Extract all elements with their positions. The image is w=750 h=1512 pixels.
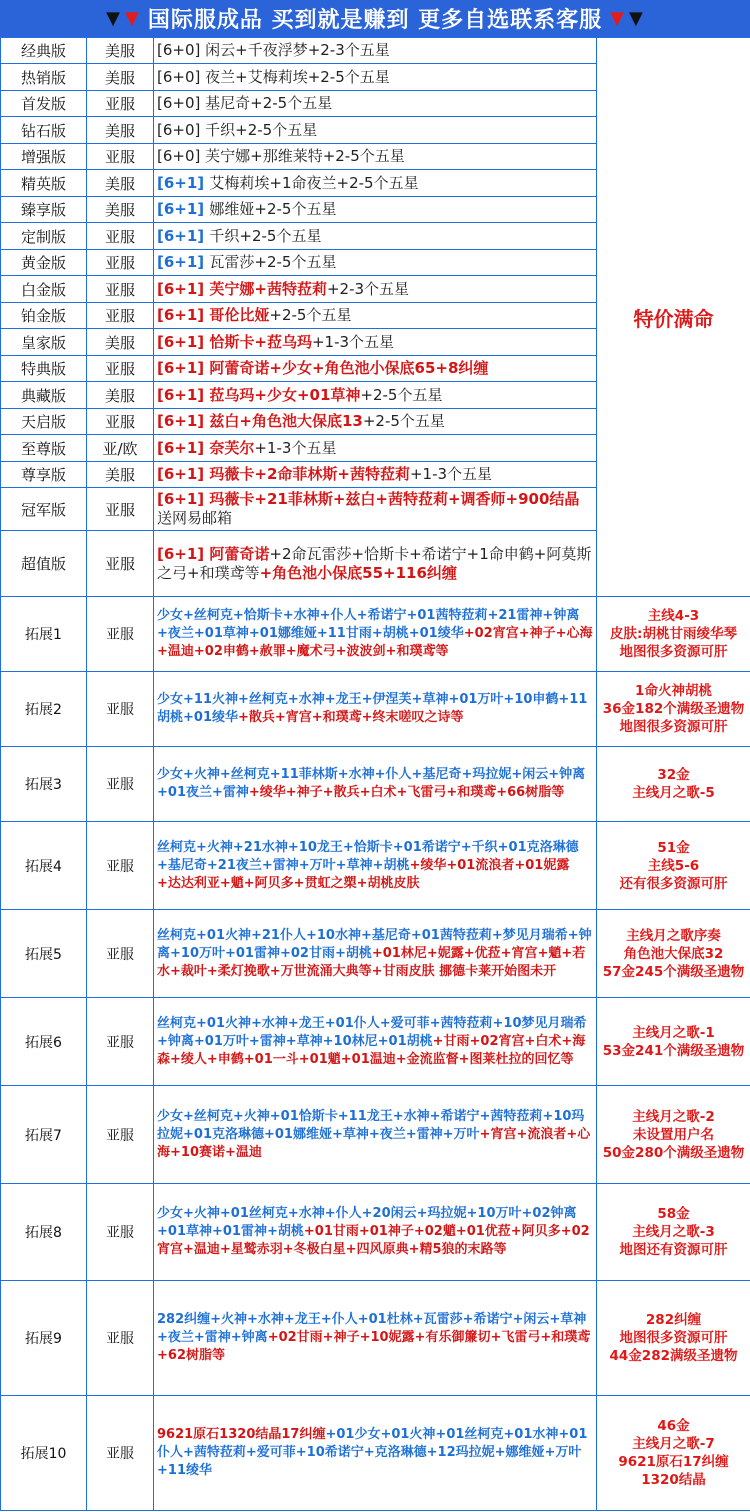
contents-characters: 少女+火神+丝柯克+11菲林斯+水神+仆人+基尼奇+玛拉妮+闲云+钟离+01夜兰+雷神 bbox=[157, 767, 586, 800]
note-line: 地图还有资源可肝 bbox=[619, 1242, 728, 1258]
extension-notes bbox=[597, 822, 750, 910]
server-region: 美服 bbox=[87, 64, 154, 91]
server-region: 亚服 bbox=[87, 672, 154, 747]
note-line: 地图很多资源可肝 bbox=[619, 644, 728, 660]
extension-row[interactable] bbox=[1, 1086, 750, 1184]
contents-extras: +01甘雨+01神子+02魈+01优菈+阿贝多+02宵宫+温迪+星鹫赤羽+冬极白星+四风原典+精5狼的末路等 bbox=[157, 1224, 590, 1257]
server-region: 美服 bbox=[87, 329, 154, 356]
contents-part: [6+0] 芙宁娜+那维莱特+2-5个五星 bbox=[157, 147, 405, 165]
contents-part: 娜维娅+2-5个五星 bbox=[209, 200, 337, 218]
contents-part: +1-3个五星 bbox=[254, 438, 337, 457]
contents-part: +2-5个五星 bbox=[360, 385, 443, 404]
edition-name: 黄金版 bbox=[1, 250, 87, 276]
contents-part: +角色池小保底55+116纠缠 bbox=[259, 563, 457, 582]
triangle-down-icon: ▼ bbox=[124, 8, 140, 29]
edition-name: 皇家版 bbox=[1, 329, 87, 356]
contents-characters: 282纠缠+火神+水神+龙王+仆人+01杜林+瓦雷莎+希诺宁+闲云+草神+夜兰+雷神+钟离 bbox=[157, 1312, 587, 1345]
server-region: 亚服 bbox=[87, 356, 154, 382]
extension-row[interactable] bbox=[1, 597, 750, 672]
extension-contents bbox=[154, 910, 597, 998]
contents-extras: +宵宫+流浪者+心海+10赛诺+温迪 bbox=[157, 1126, 591, 1160]
contents-part: [6+1] 玛薇卡+2命菲林斯+茜特菈莉 bbox=[157, 465, 410, 483]
extension-contents bbox=[154, 998, 597, 1086]
extension-notes bbox=[597, 672, 750, 747]
contents-part: +1-3个五星 bbox=[311, 332, 395, 351]
server-region: 亚服 bbox=[87, 1396, 154, 1511]
account-contents bbox=[154, 531, 597, 597]
edition-name: 至尊版 bbox=[1, 435, 87, 462]
server-region: 美服 bbox=[87, 197, 154, 223]
extension-name: 拓展3 bbox=[1, 747, 87, 822]
account-contents bbox=[154, 223, 597, 250]
contents-part: +2-5个五星 bbox=[362, 412, 445, 430]
server-region: 亚服 bbox=[87, 276, 154, 303]
extension-name: 拓展8 bbox=[1, 1184, 87, 1281]
note-line: 51金 bbox=[657, 839, 690, 856]
server-region: 亚服 bbox=[87, 250, 154, 276]
account-contents bbox=[154, 409, 597, 435]
contents-part: +2-3个五星 bbox=[326, 279, 410, 298]
contents-part: [6+1] 兹白+角色池大保底13 bbox=[157, 412, 363, 430]
extension-row[interactable] bbox=[1, 998, 750, 1086]
extension-row[interactable] bbox=[1, 822, 750, 910]
account-contents bbox=[154, 197, 597, 223]
server-region: 亚服 bbox=[87, 1184, 154, 1281]
edition-name: 天启版 bbox=[1, 409, 87, 435]
contents-part: [6+0] 千织+2-5个五星 bbox=[157, 120, 318, 139]
server-region: 美服 bbox=[87, 462, 154, 488]
contents-part: [6+1] 奈芙尔 bbox=[157, 438, 255, 457]
extension-notes bbox=[597, 910, 750, 998]
account-contents bbox=[154, 329, 597, 356]
note-line: 未设置用户名 bbox=[633, 1126, 714, 1143]
server-region: 美服 bbox=[87, 170, 154, 197]
contents-extras: +绫华+01流浪者+01妮露+达达利亚+魈+阿贝多+贯虹之槊+胡桃皮肤 bbox=[157, 857, 570, 891]
header-banner bbox=[0, 0, 750, 37]
edition-name: 冠军版 bbox=[1, 488, 87, 531]
note-line: 还有很多资源可肝 bbox=[619, 875, 728, 892]
extension-notes bbox=[597, 1396, 750, 1511]
extension-name: 拓展9 bbox=[1, 1281, 87, 1396]
edition-name: 热销版 bbox=[1, 64, 87, 91]
account-contents bbox=[154, 435, 597, 462]
note-line: 53金241个满级圣遗物 bbox=[602, 1042, 745, 1059]
note-line: 主线月之歌-7 bbox=[632, 1436, 715, 1452]
extension-name: 拓展1 bbox=[1, 597, 87, 672]
page-title: 国际服成品 买到就是赚到 更多自选联系客服 bbox=[147, 8, 603, 33]
server-region: 亚服 bbox=[87, 597, 154, 672]
extension-name: 拓展5 bbox=[1, 910, 87, 998]
note-line: 1命火神胡桃 bbox=[635, 683, 712, 699]
extension-name: 拓展6 bbox=[1, 998, 87, 1086]
server-region: 亚服 bbox=[87, 822, 154, 910]
contents-extras: +02宵宫+神子+心海+温迪+02申鹤+赦罪+魔术弓+波波剑+和璞鸢等 bbox=[157, 626, 593, 659]
note-line: 主线月之歌-5 bbox=[632, 785, 715, 801]
contents-part: +2命瓦雷莎+恰斯卡+希诺宁+1命申鹤+阿莫斯之弓+和璞鸢等 bbox=[157, 544, 592, 582]
server-region: 亚服 bbox=[87, 747, 154, 822]
note-line: 58金 bbox=[657, 1206, 690, 1222]
extension-row[interactable] bbox=[1, 910, 750, 998]
note-line: 地图很多资源可肝 bbox=[619, 719, 728, 735]
account-contents bbox=[154, 303, 597, 329]
extension-contents bbox=[154, 1086, 597, 1184]
edition-name: 定制版 bbox=[1, 223, 87, 250]
extension-row[interactable] bbox=[1, 1184, 750, 1281]
account-contents bbox=[154, 356, 597, 382]
note-line: 36金182个满级圣遗物 bbox=[602, 701, 745, 717]
contents-part: [6+1] 恰斯卡+菈乌玛 bbox=[157, 332, 312, 351]
extension-contents bbox=[154, 597, 597, 672]
account-contents bbox=[154, 117, 597, 144]
special-price-note: 特价满命 bbox=[597, 38, 750, 597]
note-line: 32金 bbox=[657, 767, 690, 783]
edition-name: 首发版 bbox=[1, 91, 87, 117]
contents-part: 瓦雷莎+2-5个五星 bbox=[209, 253, 337, 271]
server-region: 亚服 bbox=[87, 409, 154, 435]
contents-characters: 少女+火神+01丝柯克+水神+仆人+20闲云+玛拉妮+10万叶+02钟离+01草神+01雷神+胡桃 bbox=[157, 1206, 577, 1239]
account-contents bbox=[154, 382, 597, 409]
triangle-down-icon: ▼ bbox=[106, 8, 121, 29]
note-line: 282纠缠 bbox=[645, 1312, 702, 1328]
contents-characters: 丝柯克+01火神+水神+龙王+01仆人+爱可菲+茜特菈莉+10梦见月瑞希+钟离+01万叶+雷神+草神+10林尼+01胡桃 bbox=[157, 1015, 587, 1049]
triangle-down-icon: ▼ bbox=[629, 8, 644, 29]
contents-part: [6+1] bbox=[157, 173, 210, 192]
extension-notes bbox=[597, 1086, 750, 1184]
contents-part: [6+0] 夜兰+艾梅莉埃+2-5个五星 bbox=[157, 67, 390, 86]
extension-contents bbox=[154, 1281, 597, 1396]
server-region: 美服 bbox=[87, 38, 154, 64]
server-region: 亚服 bbox=[87, 303, 154, 329]
contents-part: [6+1] 阿蕾奇诺 bbox=[157, 544, 270, 563]
extension-row[interactable] bbox=[1, 747, 750, 822]
note-line: 44金282满级圣遗物 bbox=[609, 1348, 738, 1364]
extension-contents bbox=[154, 1396, 597, 1511]
note-line: 主线5-6 bbox=[647, 857, 700, 874]
edition-name: 经典版 bbox=[1, 38, 87, 64]
contents-characters: 丝柯克+01火神+21仆人+10水神+基尼奇+01茜特菈莉+梦见月瑞希+钟离+10万叶+01雷神+02甘雨+胡桃 bbox=[157, 927, 592, 961]
note-line: 主线月之歌-3 bbox=[632, 1224, 715, 1240]
product-table bbox=[0, 37, 750, 1511]
extension-row[interactable] bbox=[1, 1396, 750, 1511]
contents-extras: +散兵+宵宫+和璞鸢+终末嗟叹之诗等 bbox=[237, 710, 464, 725]
edition-name: 尊享版 bbox=[1, 462, 87, 488]
extension-name: 拓展10 bbox=[1, 1396, 87, 1511]
server-region: 亚服 bbox=[87, 531, 154, 597]
server-region: 美服 bbox=[87, 382, 154, 409]
contents-extras: +绫华+神子+散兵+白术+飞雷弓+和璞鸢+66树脂等 bbox=[248, 785, 565, 800]
extension-contents bbox=[154, 672, 597, 747]
server-region: 亚服 bbox=[87, 998, 154, 1086]
extension-notes bbox=[597, 597, 750, 672]
contents-part: 送网易邮箱 bbox=[157, 509, 233, 527]
contents-part: [6+1] bbox=[157, 200, 210, 218]
contents-part: [6+0] 基尼奇+2-5个五星 bbox=[157, 94, 333, 112]
note-line: 1320结晶 bbox=[641, 1472, 706, 1488]
contents-part: [6+1] 玛薇卡+21菲林斯+兹白+茜特菈莉+调香师+900结晶 bbox=[157, 490, 580, 508]
server-region: 亚服 bbox=[87, 910, 154, 998]
note-line: 主线月之歌序奏 bbox=[626, 927, 721, 944]
edition-name: 臻享版 bbox=[1, 197, 87, 223]
contents-extras: +01林尼+妮露+优菈+宵宫+魈+若水+裁叶+柔灯挽歌+万世流涌大典等+甘雨皮肤 挪德卡莱开始图未开 bbox=[157, 945, 586, 979]
extension-row[interactable] bbox=[1, 672, 750, 747]
edition-name: 增强版 bbox=[1, 144, 87, 170]
edition-name: 精英版 bbox=[1, 170, 87, 197]
edition-name: 白金版 bbox=[1, 276, 87, 303]
extension-notes bbox=[597, 1281, 750, 1396]
edition-name: 钻石版 bbox=[1, 117, 87, 144]
contents-characters: +01少女+01火神+01丝柯克+01水神+01仆人+茜特菈莉+爱可菲+10希诺宁+克洛琳德+12玛拉妮+娜维娅+万叶+11绫华 bbox=[157, 1427, 588, 1478]
edition-name: 超值版 bbox=[1, 531, 87, 597]
contents-characters: 少女+11火神+丝柯克+水神+龙王+伊涅芙+草神+01万叶+10申鹤+11胡桃+01绫华 bbox=[157, 692, 588, 725]
contents-part: [6+1] bbox=[157, 226, 210, 245]
account-contents bbox=[154, 276, 597, 303]
extension-contents bbox=[154, 747, 597, 822]
server-region: 亚服 bbox=[87, 488, 154, 531]
contents-part: [6+0] 闲云+千夜浮梦+2-3个五星 bbox=[157, 41, 390, 59]
note-line: 主线月之歌-1 bbox=[632, 1024, 715, 1041]
account-contents bbox=[154, 170, 597, 197]
account-contents bbox=[154, 64, 597, 91]
triangle-down-icon: ▼ bbox=[610, 8, 625, 29]
server-region: 亚/欧 bbox=[87, 435, 154, 462]
server-region: 亚服 bbox=[87, 223, 154, 250]
account-row[interactable] bbox=[1, 38, 750, 64]
contents-part: +2-5个五星 bbox=[269, 306, 352, 324]
note-line: 地图很多资源可肝 bbox=[619, 1330, 728, 1346]
contents-characters: 丝柯克+火神+21水神+10龙王+恰斯卡+01希诺宁+千织+01克洛琳德+基尼奇+21夜兰+雷神+万叶+草神+胡桃 bbox=[157, 839, 579, 873]
contents-extras: +甘雨+02宵宫+白术+海森+绫人+申鹤+01一斗+01魈+01温迪+金流监督+图莱杜拉的回忆等 bbox=[157, 1033, 586, 1067]
extension-name: 拓展7 bbox=[1, 1086, 87, 1184]
note-line: 9621原石17纠缠 bbox=[618, 1454, 729, 1470]
contents-extras: +02甘雨+神子+10妮露+有乐御簾切+飞雷弓+和璞鸢+62树脂等 bbox=[157, 1330, 591, 1363]
edition-name: 特典版 bbox=[1, 356, 87, 382]
extension-notes bbox=[597, 1184, 750, 1281]
contents-part: 艾梅莉埃+1命夜兰+2-5个五星 bbox=[209, 173, 419, 192]
contents-part: [6+1] 菈乌玛+少女+01草神 bbox=[157, 385, 361, 404]
note-line: 主线4-3 bbox=[647, 608, 700, 624]
contents-part: [6+1] 芙宁娜+茜特菈莉 bbox=[157, 279, 327, 298]
account-contents bbox=[154, 462, 597, 488]
account-contents bbox=[154, 250, 597, 276]
contents-part: [6+1] 哥伦比娅 bbox=[157, 306, 270, 324]
note-line: 50金280个满级圣遗物 bbox=[602, 1144, 745, 1161]
account-contents bbox=[154, 38, 597, 64]
extension-name: 拓展2 bbox=[1, 672, 87, 747]
contents-part: +1-3个五星 bbox=[409, 465, 493, 483]
account-contents bbox=[154, 488, 597, 531]
server-region: 美服 bbox=[87, 117, 154, 144]
edition-name: 铂金版 bbox=[1, 303, 87, 329]
edition-name: 典藏版 bbox=[1, 382, 87, 409]
account-contents bbox=[154, 91, 597, 117]
note-line: 角色池大保底32 bbox=[623, 945, 724, 962]
server-region: 亚服 bbox=[87, 1281, 154, 1396]
extension-notes bbox=[597, 747, 750, 822]
contents-characters: 少女+丝柯克+火神+01恰斯卡+11龙王+水神+希诺宁+茜特菈莉+10玛拉妮+01克洛琳德+01娜维娅+草神+夜兰+雷神+万叶 bbox=[157, 1108, 585, 1142]
server-region: 亚服 bbox=[87, 144, 154, 170]
contents-part: [6+1] bbox=[157, 253, 210, 271]
note-line: 46金 bbox=[657, 1418, 690, 1434]
contents-part: [6+1] 阿蕾奇诺+少女+角色池小保底65+8纠缠 bbox=[157, 359, 489, 377]
contents-part: 千织+2-5个五星 bbox=[209, 226, 322, 245]
contents-characters: 少女+丝柯克+恰斯卡+水神+仆人+希诺宁+01茜特菈莉+21雷神+钟离+夜兰+01草神+01娜维娅+11甘雨+胡桃+01绫华 bbox=[157, 608, 580, 641]
account-contents bbox=[154, 144, 597, 170]
server-region: 亚服 bbox=[87, 1086, 154, 1184]
extension-contents bbox=[154, 1184, 597, 1281]
extension-row[interactable] bbox=[1, 1281, 750, 1396]
extension-notes bbox=[597, 998, 750, 1086]
server-region: 亚服 bbox=[87, 91, 154, 117]
extension-name: 拓展4 bbox=[1, 822, 87, 910]
extension-contents bbox=[154, 822, 597, 910]
note-line: 皮肤:胡桃甘雨绫华琴 bbox=[610, 626, 737, 642]
note-line: 主线月之歌-2 bbox=[632, 1108, 715, 1125]
contents-highlight: 9621原石1320结晶17纠缠 bbox=[157, 1427, 326, 1442]
note-line: 57金245个满级圣遗物 bbox=[602, 963, 745, 980]
